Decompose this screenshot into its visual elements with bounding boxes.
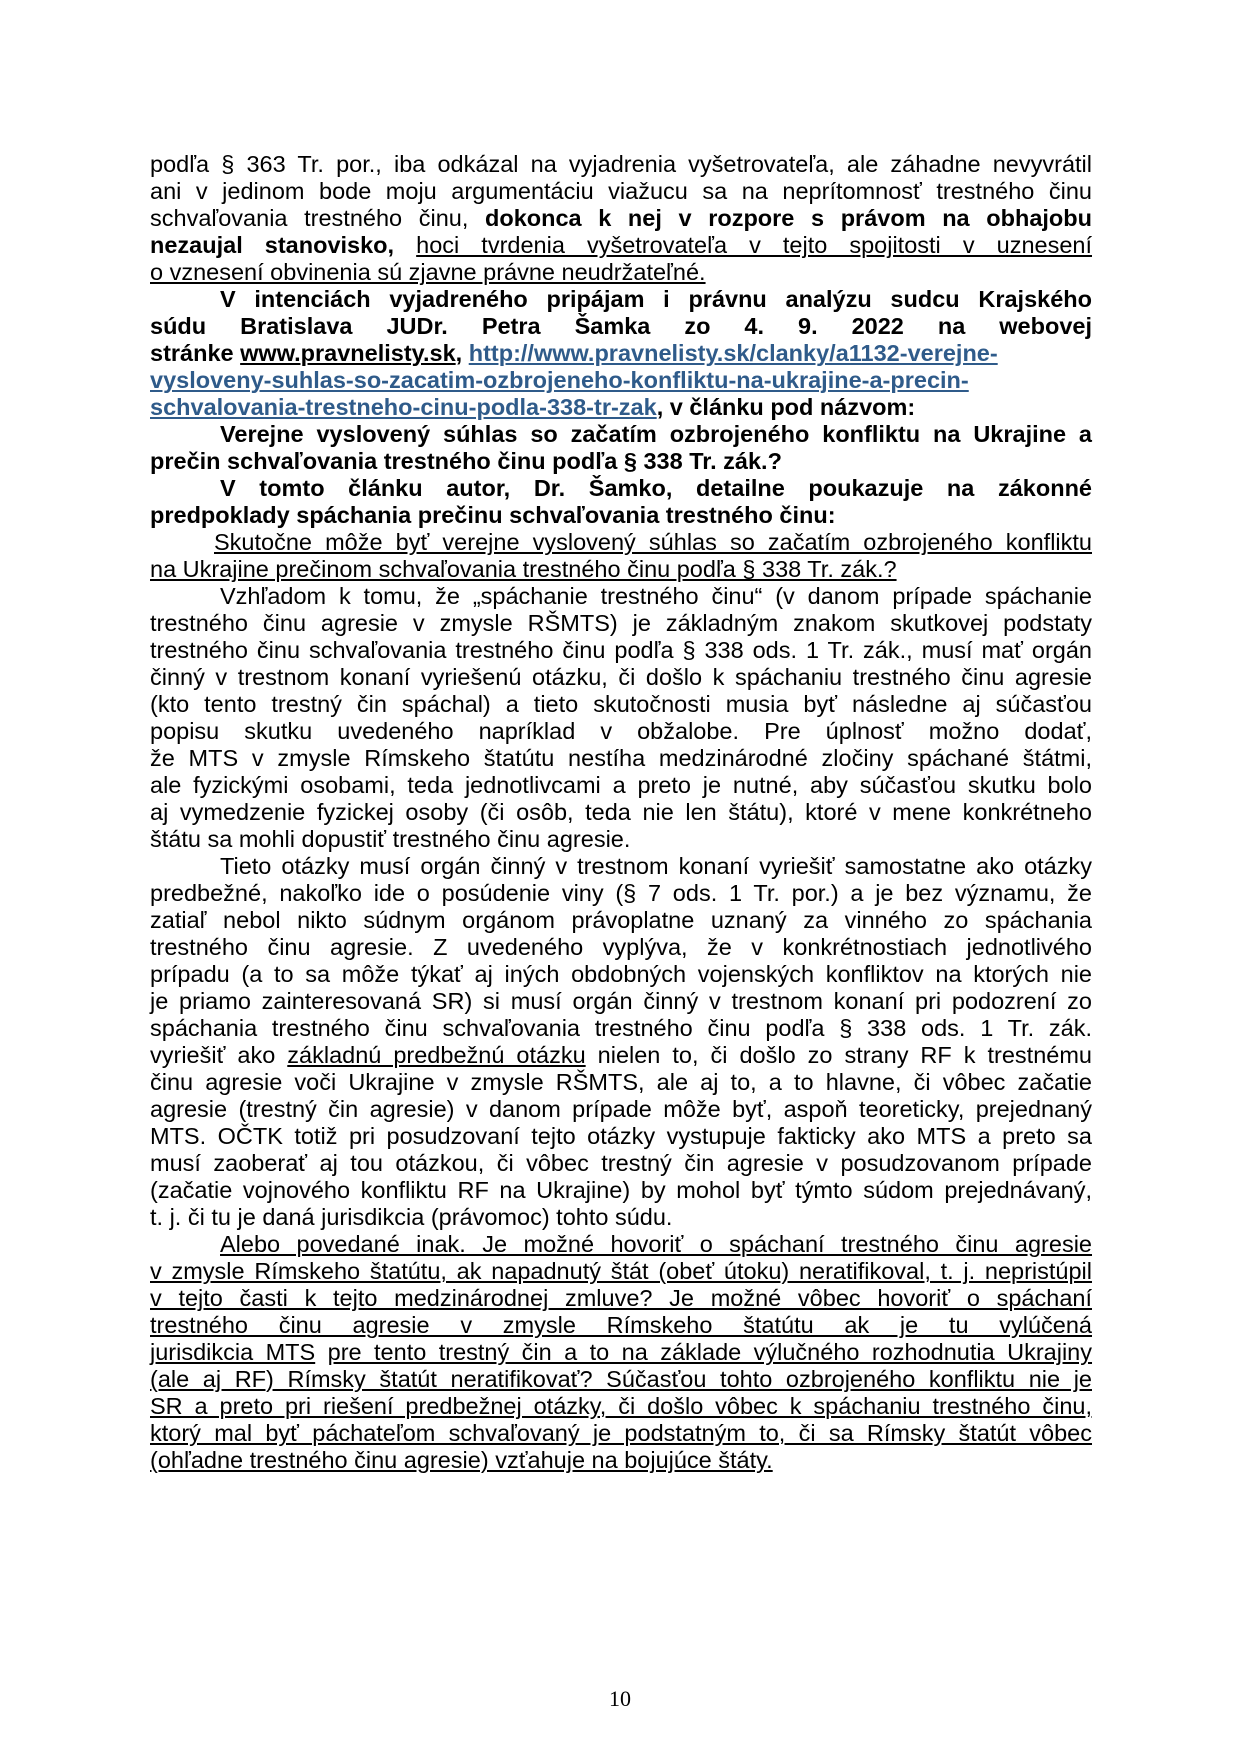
underlined-text: v zmysle Rímskeho štatútu, ak napadnutý štát (obeť útoku) neratifikoval, t. j. nepristúpil xyxy=(150,1258,1092,1284)
text-line: ale fyzickými osobami, teda jednotlivcami a preto je nutné, aby súčasťou skutku bolo xyxy=(150,772,1092,798)
underlined-text: o vznesení obvinenia sú zjavne právne neudržateľné. xyxy=(150,259,706,285)
underlined-paragraph-line xyxy=(150,1284,1092,1313)
text-line: predpoklady spáchania prečinu schvaľovania trestného činu: xyxy=(150,502,836,528)
text-run xyxy=(315,1339,327,1365)
underlined-text: ktorý mal byť páchateľom schvaľovaný je podstatným to, či sa Rímsky štatút vôbec xyxy=(150,1420,1092,1446)
underlined-text: Skutočne môže byť verejne vyslovený súhlas so začatím ozbrojeného konfliktu xyxy=(214,529,1092,555)
underlined-paragraph-line xyxy=(150,1311,1092,1340)
underlined-paragraph-line xyxy=(150,1446,1092,1475)
article-url-link[interactable]: http://www.pravnelisty.sk/clanky/a1132-verejne- xyxy=(468,340,998,366)
underlined-text: (ohľadne trestného činu agresie) vzťahuje na bojujúce štáty. xyxy=(150,1447,773,1473)
text-line: Vzhľadom k tomu, že „spáchanie trestného činu“ (v danom prípade spáchanie xyxy=(220,583,1092,609)
text-line xyxy=(150,366,1092,395)
underlined-text: trestného činu agresie v zmysle Rímskeho štatútu ak je tu vylúčená xyxy=(150,1312,1092,1338)
underlined-text: SR a preto pri riešení predbežnej otázky, či došlo vôbec k spáchaniu trestného činu, xyxy=(150,1393,1092,1419)
text-run: , xyxy=(455,340,469,366)
underlined-text: základnú predbežnú otázku xyxy=(287,1042,586,1068)
text-line xyxy=(150,339,1092,368)
text-line: Tieto otázky musí orgán činný v trestnom konaní vyriešiť samostatne ako otázky xyxy=(220,853,1092,879)
text-line: že MTS v zmysle Rímskeho štatútu nestíha medzinárodné zločiny spáchané štátmi, xyxy=(150,745,1092,771)
text-line: je priamo zainteresovaná SR) si musí orgán činný v trestnom konaní pri podozrení zo xyxy=(150,988,1092,1014)
text-line: trestného činu schvaľovania trestného činu podľa § 338 ods. 1 Tr. zák., musí mať orgán xyxy=(150,637,1092,663)
underlined-paragraph-line xyxy=(150,1338,1092,1367)
text-line: musí zaoberať aj tou otázkou, či vôbec trestný čin agresie v posudzovanom prípade xyxy=(150,1150,1092,1176)
underlined-text: hoci tvrdenia vyšetrovateľa v tejto spojitosti v uznesení xyxy=(416,232,1092,258)
underlined-text: pre tento trestný čin a to na základe výlučného rozhodnutia Ukrajiny xyxy=(327,1339,1093,1365)
bold-text: nezaujal stanovisko, xyxy=(150,232,395,258)
underlined-paragraph-line xyxy=(150,1230,1092,1259)
underlined-paragraph-line xyxy=(150,1419,1092,1448)
text-line: trestného činu agresie v zmysle RŠMTS) je základným znakom skutkovej podstaty xyxy=(150,610,1092,636)
article-title: Verejne vyslovený súhlas so začatím ozbrojeného konfliktu na Ukrajine a xyxy=(220,421,1092,447)
text-run: , v článku pod názvom: xyxy=(656,394,916,420)
underlined-text: na Ukrajine prečinom schvaľovania trestného činu podľa § 338 Tr. zák.? xyxy=(150,556,897,582)
text-line: aj vymedzenie fyzickej osoby (či osôb, teda nie len štátu), ktoré v mene konkrétneho xyxy=(150,799,1092,825)
text-line: štátu sa mohli dopustiť trestného činu agresie. xyxy=(150,826,631,852)
text-line xyxy=(150,1041,1092,1070)
text-line: predbežné, nakoľko ide o posúdenie viny (§ 7 ods. 1 Tr. por.) a je bez významu, že xyxy=(150,880,1092,906)
paragraph-heading: V intenciách vyjadreného pripájam i právnu analýzu sudcu Krajského xyxy=(220,286,1092,312)
text-line: (začatie vojnového konfliktu RF na Ukrajine) by mohol byť týmto súdom prejednávaný, xyxy=(150,1177,1092,1203)
text-line: súdu Bratislava JUDr. Petra Šamka zo 4. 9. 2022 na webovej xyxy=(150,313,1092,339)
text-line: podľa § 363 Tr. por., iba odkázal na vyjadrenia vyšetrovateľa, ale záhadne nevyvrátil xyxy=(150,151,1092,177)
text-line: činný v trestnom konaní vyriešenú otázku, či došlo k spáchaniu trestného činu agresie xyxy=(150,664,1092,690)
page-number: 10 xyxy=(609,1686,631,1711)
bold-text: dokonca k nej v rozpore s právom na obhajobu xyxy=(484,205,1092,231)
text-line: činu agresie voči Ukrajine v zmysle RŠMTS, ale aj to, a to hlavne, či vôbec začatie xyxy=(150,1069,1092,1095)
text-line xyxy=(150,231,1092,260)
text-line: (kto tento trestný čin spáchal) a tieto skutočnosti musia byť následne aj súčasťou xyxy=(150,691,1092,717)
text-line: spáchania trestného činu schvaľovania trestného činu podľa § 338 ods. 1 Tr. zák. xyxy=(150,1015,1092,1041)
underlined-text: (ale aj RF) Rímsky štatút neratifikovať? Súčasťou tohto ozbrojeného konfliktu nie je xyxy=(150,1366,1092,1392)
quoted-question xyxy=(150,555,1092,584)
underlined-paragraph-line xyxy=(150,1392,1092,1421)
underlined-paragraph-line xyxy=(150,1365,1092,1394)
text-run: schvaľovania trestného činu, xyxy=(150,205,485,231)
underlined-text: v tejto časti k tejto medzinárodnej zmluve? Je možné vôbec hovoriť o spáchaní xyxy=(150,1285,1092,1311)
text-run xyxy=(394,232,416,258)
text-line: t. j. či tu je daná jurisdikcia (právomoc) tohto súdu. xyxy=(150,1204,673,1230)
text-line xyxy=(150,204,1092,233)
text-run: stránke xyxy=(150,340,241,366)
text-line: popisu skutku uvedeného napríklad v obžalobe. Pre úplnosť možno dodať, xyxy=(150,718,1092,744)
text-run: vyriešiť ako xyxy=(150,1042,288,1068)
underlined-text: Alebo povedané inak. Je možné hovoriť o spáchaní trestného činu agresie xyxy=(220,1231,1092,1257)
article-url-link[interactable]: schvalovania-trestneho-cinu-podla-338-tr-zak xyxy=(150,394,657,420)
text-line xyxy=(150,258,1092,287)
text-line: agresie (trestný čin agresie) v danom prípade môže byť, aspoň teoreticky, prejednaný xyxy=(150,1096,1092,1122)
quoted-question xyxy=(150,528,1092,557)
text-run: nielen to, či došlo zo strany RF k trestnému xyxy=(585,1042,1092,1068)
text-line: trestného činu agresie. Z uvedeného vyplýva, že v konkrétnostiach jednotlivého xyxy=(150,934,1092,960)
text-line xyxy=(150,393,1092,422)
underlined-text: jurisdikcia MTS xyxy=(150,1339,316,1365)
underlined-paragraph-line xyxy=(150,1257,1092,1286)
text-line: ani v jedinom bode moju argumentáciu viažucu sa na neprítomnosť trestného činu xyxy=(150,178,1092,204)
website-link[interactable]: www.pravnelisty.sk xyxy=(240,340,456,366)
article-url-link[interactable]: vysloveny-suhlas-so-zacatim-ozbrojeneho-konfliktu-na-ukrajine-a-precin- xyxy=(150,367,969,393)
article-title: prečin schvaľovania trestného činu podľa § 338 Tr. zák.? xyxy=(150,448,782,474)
text-line: MTS. OČTK totiž pri posudzovaní tejto otázky vystupuje fakticky ako MTS a preto sa xyxy=(150,1123,1092,1149)
text-line: prípadu (a to sa môže týkať aj iných obdobných vojenských konfliktov na ktorých nie xyxy=(150,961,1092,987)
text-line: V tomto článku autor, Dr. Šamko, detailne poukazuje na zákonné xyxy=(220,475,1092,501)
text-line: zatiaľ nebol nikto súdnym orgánom právoplatne uznaný za vinného zo spáchania xyxy=(150,907,1092,933)
